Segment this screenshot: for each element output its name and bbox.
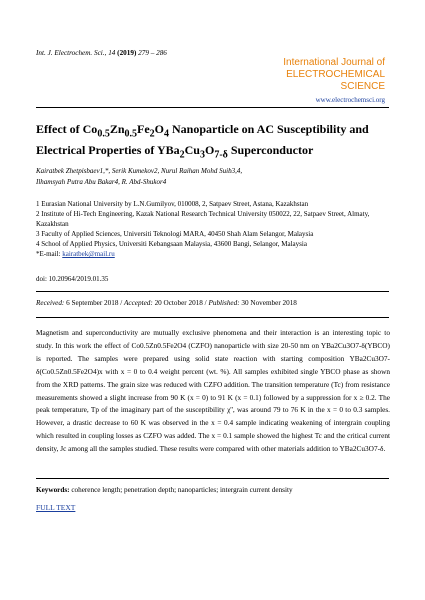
affiliation-3: 3 Faculty of Applied Sciences, Universiti Teknologi MARA, 40450 Shah Alam Selangor, Malaysia <box>36 230 314 238</box>
citation-year: (2019) <box>117 49 137 57</box>
dates-top-divider <box>36 291 389 292</box>
received-date: 6 September 2018 <box>66 299 119 307</box>
journal-name-line3: SCIENCE <box>340 81 385 92</box>
citation-pages: 279 – 286 <box>138 49 167 57</box>
published-label: Published: <box>208 299 240 307</box>
accepted-date: 20 October 2018 <box>154 299 203 307</box>
journal-name-line1: International Journal of <box>283 57 385 68</box>
published-date: 30 November 2018 <box>241 299 297 307</box>
journal-name-line2: ELECTROCHEMICAL <box>286 69 385 80</box>
header-divider <box>36 107 389 108</box>
author-list <box>36 166 396 188</box>
citation-volume: 14 <box>108 49 116 57</box>
authors-line1: Kairatbek Zhetpisbaev1,*, Serik Kumekov2, Nurul Raihan Mohd Suib3,4, <box>36 167 243 175</box>
keywords <box>36 486 390 494</box>
email-label: *E-mail: <box>36 250 63 258</box>
affiliation-1: 1 Eurasian National University by L.N.Gumilyov, 010008, 2, Satpaev Street, Astana, Kazakhstan <box>36 200 309 208</box>
article-title: Effect of $Co_{0.5}Zn_{0.5}Fe_2O_4$ Nanoparticle on AC Susceptibility and Electrical Properties of $YBa_2Cu_3O_{7-\delta}$ Superconductor <box>36 122 369 161</box>
abstract-divider <box>36 478 389 479</box>
accepted-label: Accepted: <box>124 299 153 307</box>
authors-line2: Ilhamsyah Putra Abu Bakar4, R. Abd-Shukor4 <box>36 178 167 186</box>
email-link[interactable]: kairatbek@mail.ru <box>62 250 115 258</box>
dates-bottom-divider <box>36 317 389 318</box>
doi: doi: 10.20964/2019.01.35 <box>36 275 109 283</box>
email-line <box>36 249 396 259</box>
article-dates: Received: 6 September 2018 / Accepted: 20 October 2018 / Published: 30 November 2018 <box>36 299 297 307</box>
citation-line <box>36 49 167 57</box>
journal-website[interactable]: www.electrochemsci.org <box>315 96 385 104</box>
affiliations <box>36 199 396 259</box>
abstract-text: Magnetism and superconductivity are mutually exclusive phenomena and their interaction is an interesting topic to study. In this work the effect of Co0.5Zn0.5Fe2O4 (CZFO) nanoparticle with size 20-50 nm on YBa2Cu3O7-δ(YBCO) is reported. The samples were prepared using solid state reaction with starting composition YBa2Cu3O7-δ(Co0.5Zn0.5Fe2O4)x with x = 0 to 0.4 weight percent (wt. %). All samples exhibited single YBCO phase as shown from the XRD patterns. The grain size was reduced with CZFO addition. The transition temperature (Tc) from resistance measurements showed a slight increase from 90 K (x = 0) to 91 K (x = 0.1) followed by a suppression for x ≥ 0.2. The peak temperature, Tp of the imaginary part of the susceptibility χ'', was around 79 to 76 K in the x = 0 to 0.3 samples. However, a drastic decrease to 60 K was observed in the x = 0.4 sample indicating weakening of intergrain coupling which resulted in coupling losses as CZFO was added. The x = 0.1 sample showed the highest Tc and the critical current density, Jc among all the samples studied. These results were compared with other materials addition to YBa2Cu3O7-δ. <box>36 328 390 454</box>
keywords-label: Keywords: <box>36 486 70 494</box>
affiliation-4: 4 School of Applied Physics, Universiti Kebangsaan Malaysia, 43600 Bangi, Selangor, Malaysia <box>36 240 307 248</box>
journal-logo <box>225 57 385 106</box>
citation-journal: Int. J. Electrochem. Sci., <box>36 49 107 57</box>
received-label: Received: <box>36 299 65 307</box>
full-text-link[interactable]: FULL TEXT <box>36 503 76 512</box>
affiliation-2: 2 Institute of Hi-Tech Engineering, Kazak National Research Technical University 050022, 22, Satpaev Street, Almaty, Kazakhstan <box>36 210 370 228</box>
keywords-list: coherence length; penetration depth; nanoparticles; intergrain current density <box>71 486 293 494</box>
